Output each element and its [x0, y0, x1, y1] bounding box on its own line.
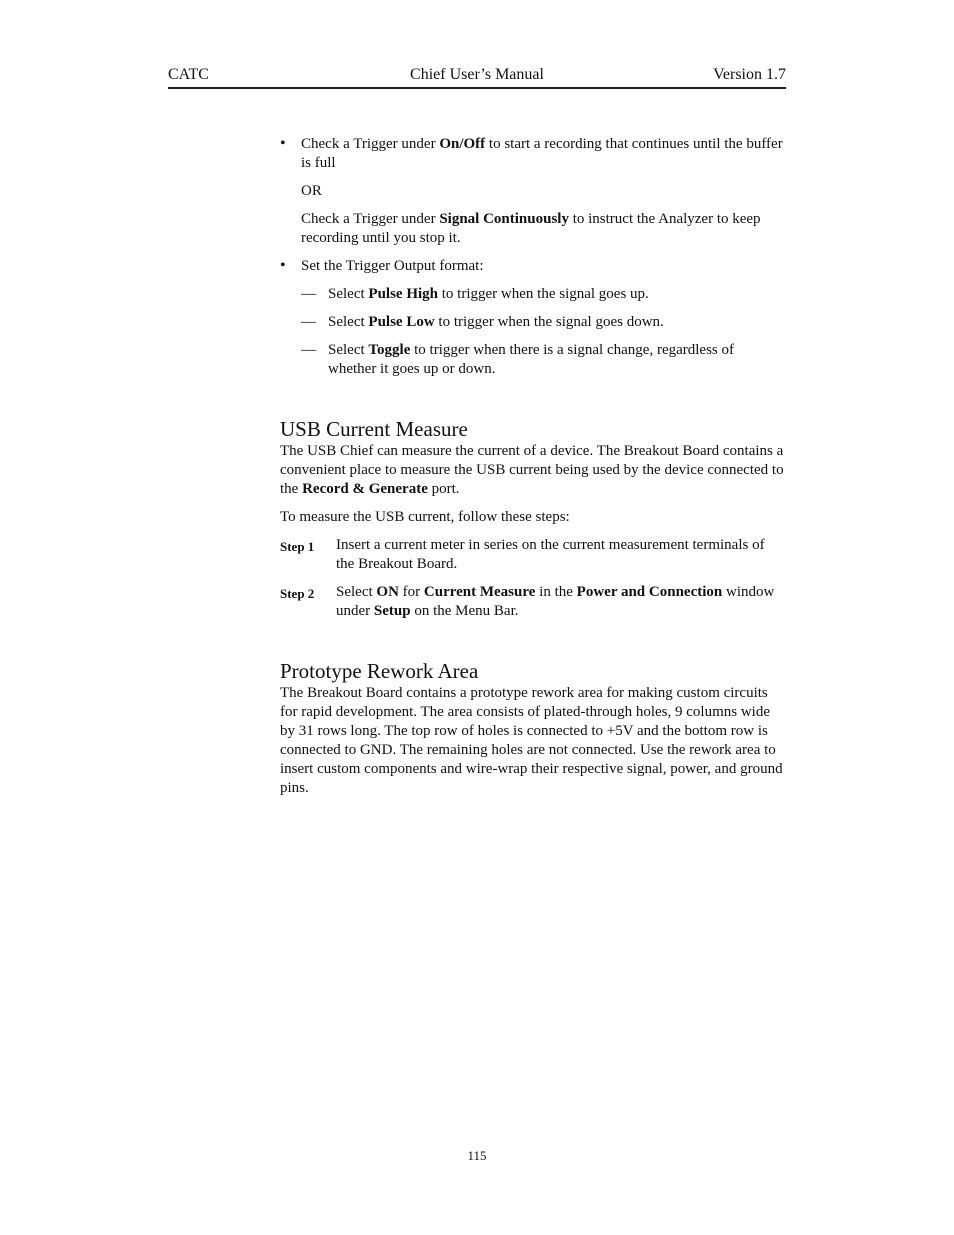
prototype-rework-text: The Breakout Board contains a prototype rework area for making custom circuits for rapid development. The area consists of plated-through holes, 9 columns wide by 31 rows long. The top row of holes is connected to +5V and the bottom row is connected to GND. The remaining holes are not connected. Use the rework area to insert custom components and wire-wrap their respective signal, power, and ground pins.: [280, 685, 783, 796]
term-pulse-high: Pulse High: [368, 286, 439, 302]
header-manual-title: Chief User’s Manual: [410, 66, 544, 83]
or-separator: OR: [301, 183, 322, 199]
term-power-and-connection: Power and Connection: [576, 584, 723, 600]
dash-icon: —: [301, 314, 316, 330]
dash-item-pulse-low: — Select Pulse Low to trigger when the signal goes down.: [301, 314, 664, 330]
usb-current-intro: The USB Chief can measure the current of a device. The Breakout Board contains a convenient place to measure the USB current being used by the device connected to the Record & Generate port.: [280, 443, 784, 497]
step-text: Insert a current meter in series on the current measurement terminals of the Breakout Board.: [336, 537, 765, 572]
section-title-prototype-rework-area: Prototype Rework Area: [280, 659, 479, 683]
step-label: Step 1: [280, 539, 315, 554]
bullet-icon: •: [280, 257, 286, 274]
page-body: [280, 135, 786, 807]
signal-continuously-text: Check a Trigger under Signal Continuously to instruct the Analyzer to keep recording until you stop it.: [301, 211, 761, 246]
term-on-off: On/Off: [439, 136, 486, 152]
header-version: Version 1.7: [713, 66, 786, 83]
usb-current-steps-intro: To measure the USB current, follow these steps:: [280, 509, 570, 525]
term-toggle: Toggle: [368, 342, 411, 358]
page-header: [168, 66, 786, 89]
bullet-trigger-output: • Set the Trigger Output format:: [280, 257, 484, 274]
term-current-measure: Current Measure: [423, 584, 536, 600]
term-setup: Setup: [373, 603, 411, 619]
dash-icon: —: [301, 286, 316, 302]
term-on: ON: [376, 584, 399, 600]
dash-item-pulse-high: — Select Pulse High to trigger when the signal goes up.: [301, 286, 649, 302]
term-record-generate: Record & Generate: [302, 481, 428, 497]
step-label: Step 2: [280, 586, 315, 601]
step-2: Step 2 Select ON for Current Measure in the Power and Connection window under Setup on the Menu Bar.: [280, 584, 775, 619]
section-title-usb-current-measure: USB Current Measure: [280, 417, 468, 441]
bullet-on-off: • Check a Trigger under On/Off to start a recording that continues until the buffer is full: [280, 135, 783, 171]
dash-item-toggle: — Select Toggle to trigger when there is a signal change, regardless of whether it goes up or down.: [301, 342, 734, 377]
term-pulse-low: Pulse Low: [368, 314, 435, 330]
dash-icon: —: [301, 342, 316, 358]
page-number: 115: [467, 1148, 487, 1163]
header-company: CATC: [168, 66, 209, 83]
bullet-icon: •: [280, 135, 286, 152]
step-1: [280, 536, 786, 574]
term-signal-continuously: Signal Continuously: [439, 211, 569, 227]
